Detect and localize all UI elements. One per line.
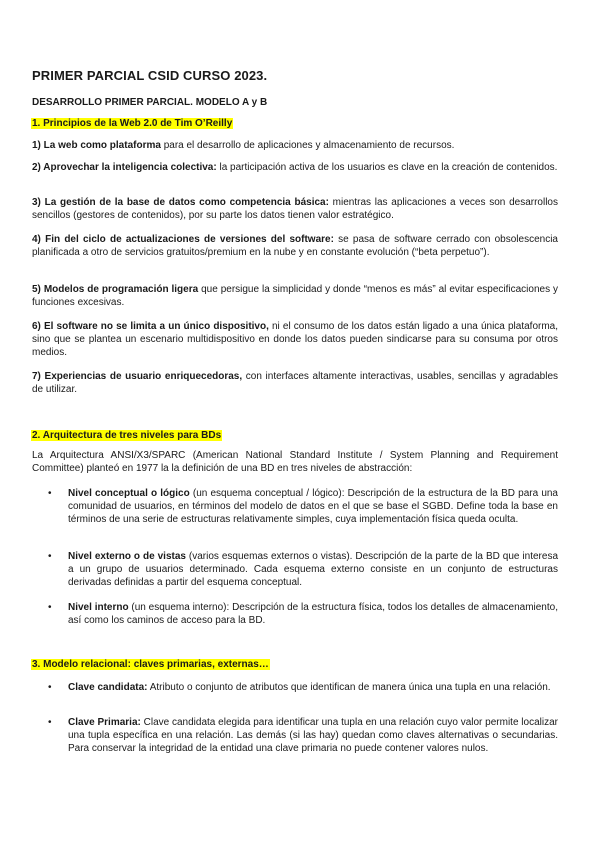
principle-6-title: 6) El software no se limita a un único dispositivo, bbox=[32, 321, 269, 332]
principle-6 bbox=[32, 320, 558, 359]
bullet-title: Nivel interno bbox=[68, 602, 129, 613]
bullet-title: Clave Primaria: bbox=[68, 717, 141, 728]
section-2-heading-text: 2. Arquitectura de tres niveles para BDs bbox=[32, 430, 222, 441]
principle-5-text: que persigue la simplicidad y donde “menos es más” al evitar especificaciones y funciones excesivas. bbox=[32, 284, 558, 308]
list-item bbox=[48, 601, 558, 627]
section-2-heading bbox=[31, 430, 222, 441]
bullet-title: Nivel externo o de vistas bbox=[68, 551, 186, 562]
page-subtitle: DESARROLLO PRIMER PARCIAL. MODELO A y B bbox=[32, 97, 268, 108]
principle-2 bbox=[32, 161, 558, 174]
section-1-heading-text: 1. Principios de la Web 2.0 de Tim O’Reilly bbox=[32, 118, 233, 129]
bullet-icon: • bbox=[48, 551, 52, 562]
bullet-text: Clave candidata elegida para identificar una tupla en una relación cuyo valor permite localizar una tupla específica en una relación. Las demás (si las hay) quedan como claves alternativas o secundarias. Para conservar la integridad de la entidad una clave primaria no puede contener valores nulos. bbox=[68, 717, 558, 754]
principle-2-title: 2) Aprovechar la inteligencia colectiva: bbox=[32, 162, 217, 173]
bullet-text: (un esquema conceptual / lógico): Descripción de la estructura de la BD para una comunidad de usuarios, en términos del modelo de datos en el que se base el SGBD. Define toda la base en términos de una serie de estructuras relativamente simples, cuya implementación física queda oculta. bbox=[68, 488, 558, 525]
principle-3-text: mientras las aplicaciones a veces son desarrollos sencillos (gestores de contenidos), por su parte los datos tienen valor estratégico. bbox=[32, 197, 558, 221]
principle-7-title: 7) Experiencias de usuario enriquecedoras, bbox=[32, 371, 243, 382]
principle-4-text: se pasa de software cerrado con obsolescencia planificada a otro de servicios gratuitos/premium en la nube y en constante evolución (“beta perpetuo”). bbox=[32, 234, 558, 258]
section-1-heading bbox=[31, 118, 233, 129]
list-item bbox=[48, 550, 558, 589]
principle-6-text: ni el consumo de los datos están ligado a una única plataforma, sino que se plantea un escenario multidispositivo en donde los datos pueden sindicarse para su consuma por otros medios. bbox=[32, 321, 558, 358]
list-item bbox=[48, 487, 558, 526]
bullet-icon: • bbox=[48, 717, 52, 728]
section-3-heading-text: 3. Modelo relacional: claves primarias, externas… bbox=[32, 659, 269, 670]
principle-7 bbox=[32, 370, 558, 396]
principle-3 bbox=[32, 196, 558, 222]
page-title: PRIMER PARCIAL CSID CURSO 2023. bbox=[32, 68, 268, 83]
principle-1-title: 1) La web como plataforma bbox=[32, 140, 161, 151]
principle-1-text: para el desarrollo de aplicaciones y almacenamiento de recursos. bbox=[160, 140, 455, 151]
principle-7-text: con interfaces altamente interactivas, usables, sencillas y agradables de utilizar. bbox=[32, 371, 559, 395]
section-3-heading bbox=[31, 659, 270, 670]
principle-5-title: 5) Modelos de programación ligera bbox=[32, 284, 199, 295]
principle-2-text: la participación activa de los usuarios es clave en la creación de contenidos. bbox=[216, 162, 558, 173]
bullet-icon: • bbox=[48, 602, 52, 613]
principle-5 bbox=[32, 283, 558, 309]
bullet-icon: • bbox=[48, 488, 52, 499]
bullet-text: (un esquema interno): Descripción de la estructura física, todos los detalles de almacenamiento, así como los caminos de acceso para la BD. bbox=[68, 602, 558, 626]
principle-4 bbox=[32, 233, 558, 259]
principle-1 bbox=[32, 139, 558, 152]
bullet-title: Clave candidata: bbox=[68, 682, 148, 693]
bullet-title: Nivel conceptual o lógico bbox=[68, 488, 190, 499]
principle-4-title: 4) Fin del ciclo de actualizaciones de versiones del software: bbox=[32, 234, 334, 245]
principle-3-title: 3) La gestión de la base de datos como competencia básica: bbox=[32, 197, 329, 208]
bullet-icon: • bbox=[48, 682, 52, 693]
bullet-text: Atributo o conjunto de atributos que identifican de manera única una tupla en una relación. bbox=[147, 682, 551, 693]
architecture-intro: La Arquitectura ANSI/X3/SPARC (American National Standard Institute / System Planning and Requirement Committee) planteó en 1977 la la definición de una BD en tres niveles de abstracción: bbox=[32, 450, 558, 474]
list-item bbox=[48, 681, 558, 694]
list-item bbox=[48, 716, 558, 755]
bullet-text: (varios esquemas externos o vistas). Descripción de la parte de la BD que interesa a un grupo de usuarios determinado. Cada esquema externo consiste en un conjunto de estructuras derivadas definidas a partir del esquema conceptual. bbox=[68, 551, 558, 588]
